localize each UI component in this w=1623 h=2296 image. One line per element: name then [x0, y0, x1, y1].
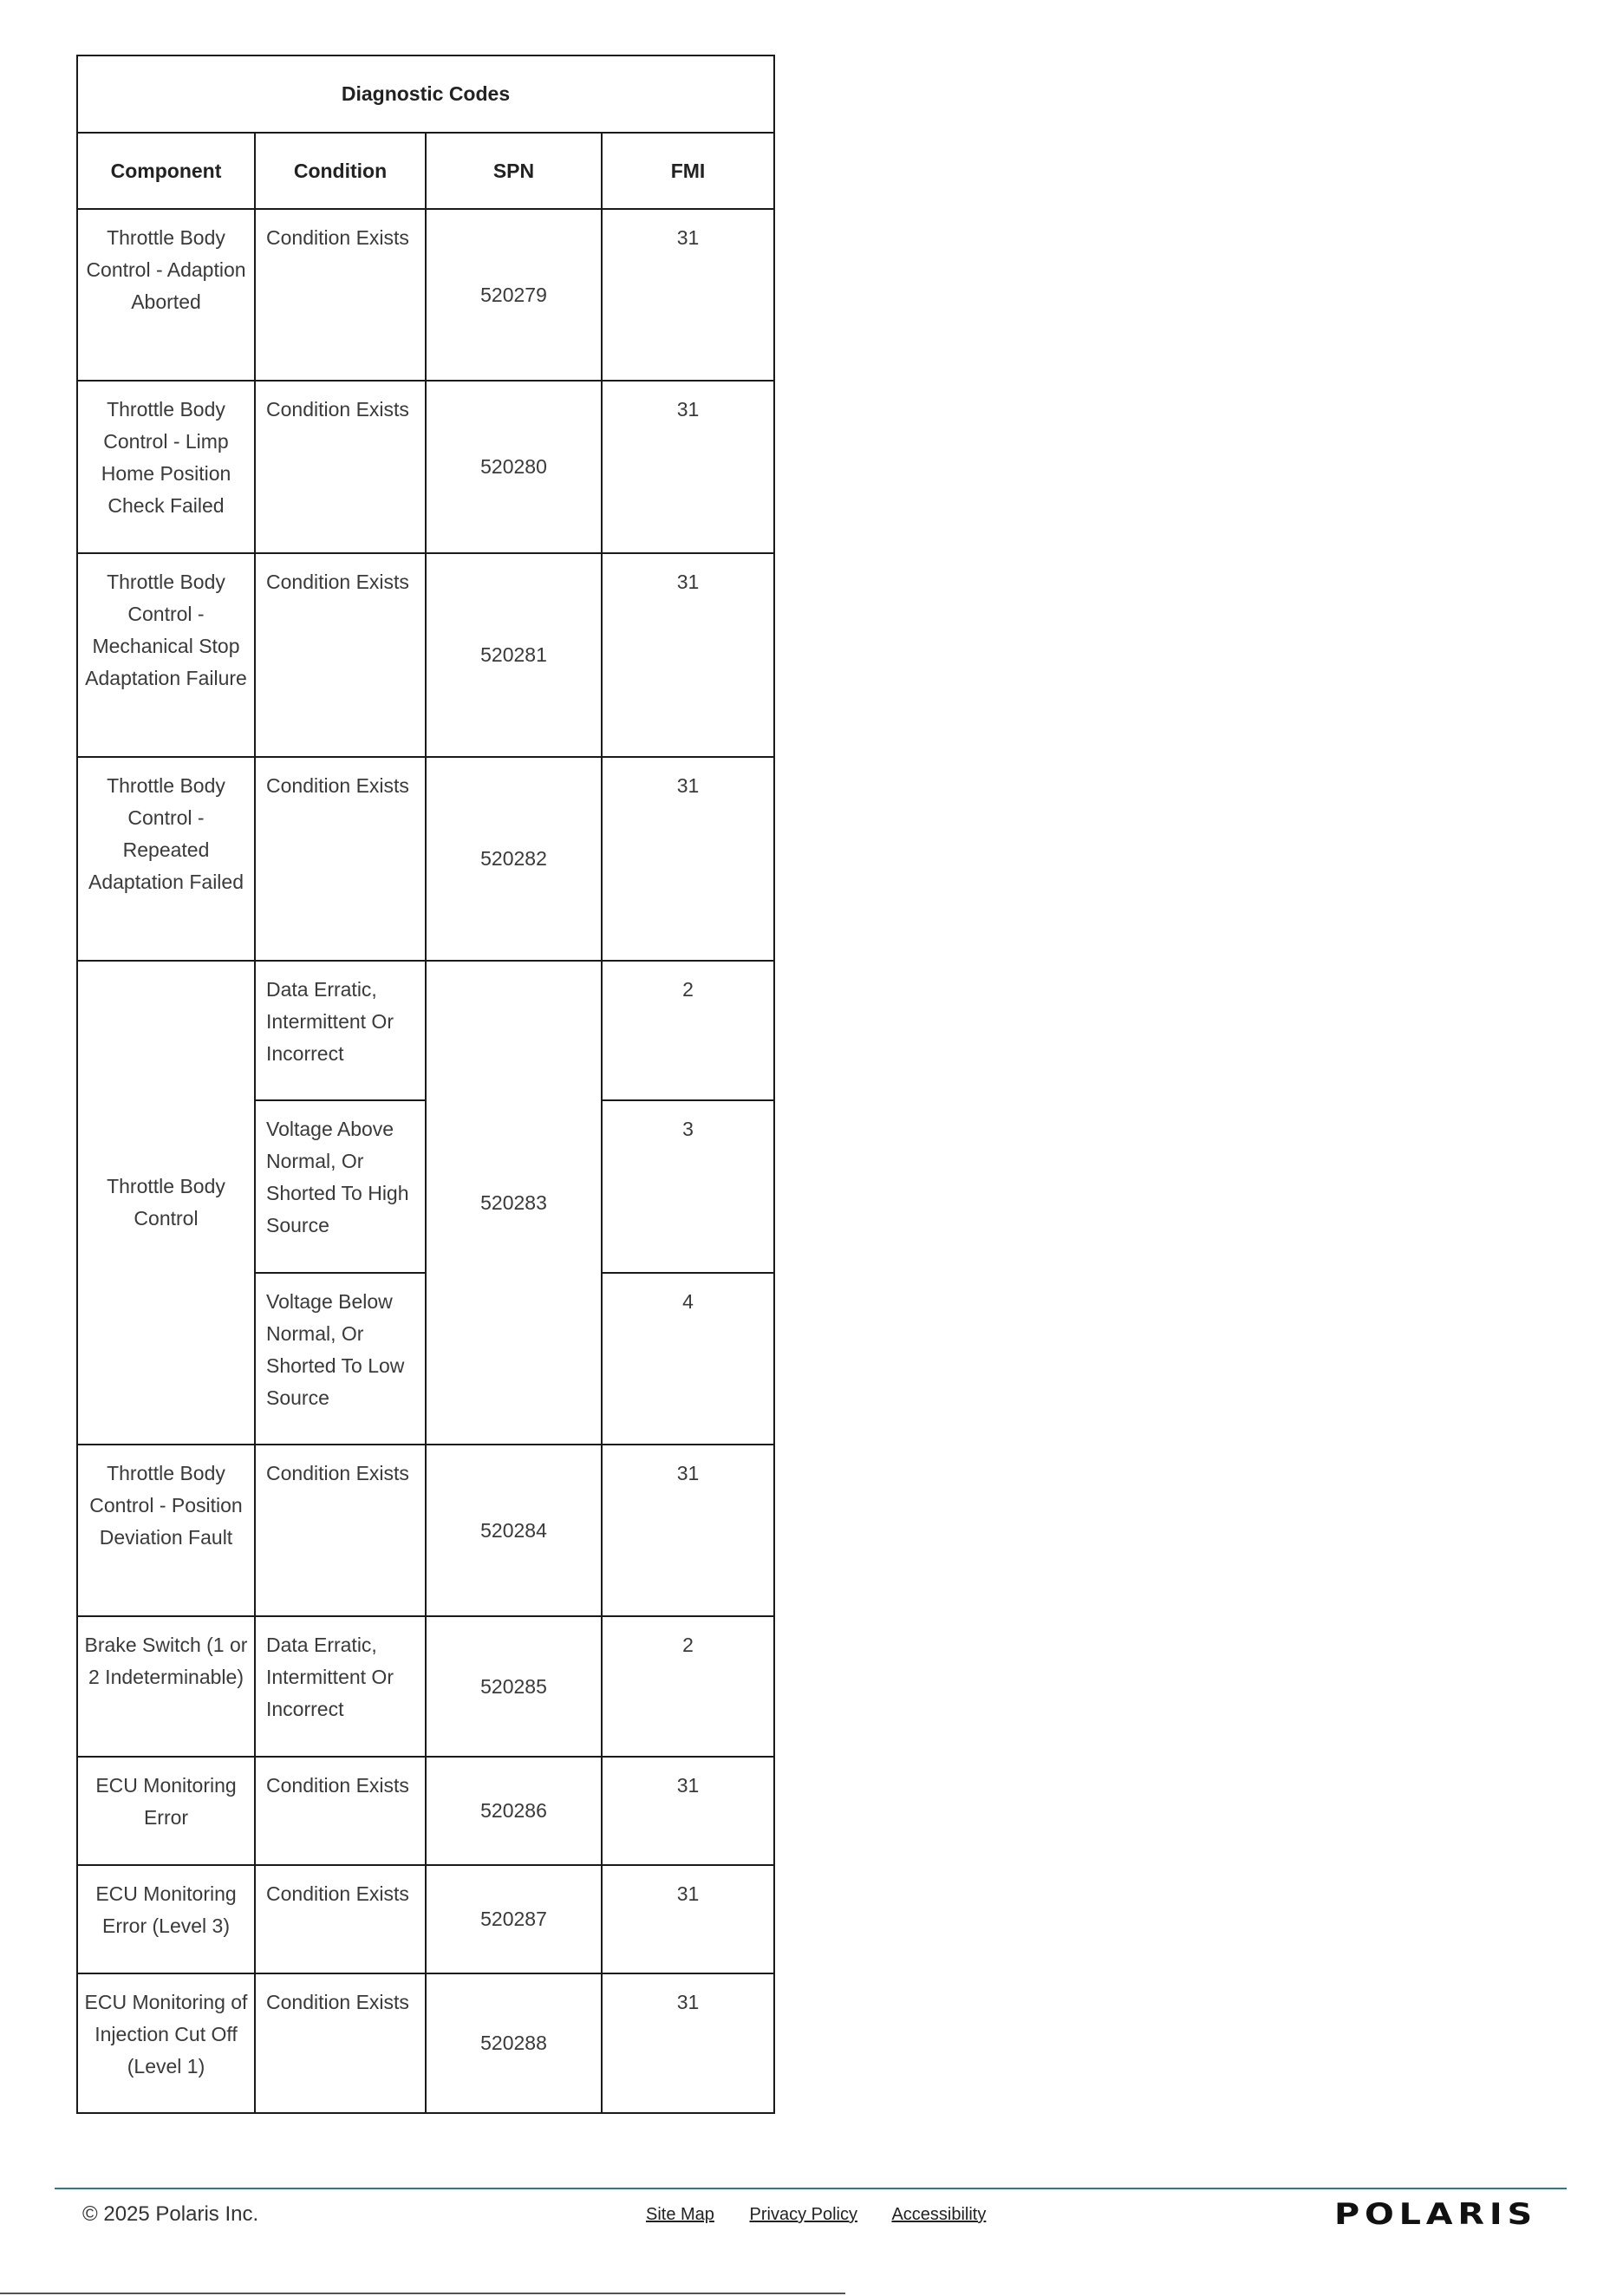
- spn-cell: 520283: [426, 961, 602, 1445]
- fmi-cell: 2: [602, 1616, 774, 1757]
- footer-divider: [55, 2188, 1567, 2189]
- fmi-cell: 31: [602, 1865, 774, 1973]
- header-component: Component: [77, 133, 255, 209]
- spn-cell: 520280: [426, 381, 602, 553]
- condition-cell: Condition Exists: [255, 757, 426, 961]
- table-row: [77, 757, 774, 961]
- table-row: [77, 1616, 774, 1757]
- condition-cell: Condition Exists: [255, 381, 426, 553]
- fmi-cell: 31: [602, 1757, 774, 1865]
- component-cell: ECU Monitoring Error (Level 3): [77, 1865, 255, 1973]
- fmi-cell: 3: [602, 1100, 774, 1273]
- component-cell: Throttle Body Control: [77, 961, 255, 1445]
- table-row: [77, 1757, 774, 1865]
- privacy-policy-link[interactable]: Privacy Policy: [749, 2205, 857, 2224]
- component-cell: Throttle Body Control - Adaption Aborted: [77, 209, 255, 381]
- component-cell: ECU Monitoring Error: [77, 1757, 255, 1865]
- table-row: [77, 553, 774, 757]
- condition-cell: Condition Exists: [255, 1865, 426, 1973]
- polaris-wordmark: POLARIS: [1334, 2197, 1537, 2229]
- condition-cell: Voltage Above Normal, Or Shorted To High Source: [255, 1100, 426, 1273]
- component-cell: Brake Switch (1 or 2 Indeterminable): [77, 1616, 255, 1757]
- polaris-logo[interactable]: [1333, 2196, 1541, 2234]
- fmi-cell: 31: [602, 553, 774, 757]
- spn-cell: 520287: [426, 1865, 602, 1973]
- component-cell: Throttle Body Control - Repeated Adaptation Failed: [77, 757, 255, 961]
- spn-cell: 520285: [426, 1616, 602, 1757]
- diagnostic-codes-table: [76, 55, 775, 2114]
- component-cell: Throttle Body Control - Mechanical Stop Adaptation Failure: [77, 553, 255, 757]
- accessibility-link[interactable]: Accessibility: [891, 2205, 987, 2224]
- condition-cell: Data Erratic, Intermittent Or Incorrect: [255, 1616, 426, 1757]
- spn-cell: 520279: [426, 209, 602, 381]
- fmi-cell: 31: [602, 1973, 774, 2113]
- table-row: [77, 381, 774, 553]
- spn-cell: 520288: [426, 1973, 602, 2113]
- condition-cell: Voltage Below Normal, Or Shorted To Low Source: [255, 1273, 426, 1445]
- condition-cell: Condition Exists: [255, 1973, 426, 2113]
- header-condition: Condition: [255, 133, 426, 209]
- spn-cell: 520281: [426, 553, 602, 757]
- fmi-cell: 4: [602, 1273, 774, 1445]
- table-row: [77, 209, 774, 381]
- table-row: [77, 961, 774, 1100]
- condition-cell: Condition Exists: [255, 553, 426, 757]
- fmi-cell: 31: [602, 209, 774, 381]
- table-row: [77, 1865, 774, 1973]
- condition-cell: Condition Exists: [255, 1445, 426, 1616]
- table-row: [77, 1973, 774, 2113]
- table-title: Diagnostic Codes: [77, 55, 774, 133]
- condition-cell: Data Erratic, Intermittent Or Incorrect: [255, 961, 426, 1100]
- condition-cell: Condition Exists: [255, 209, 426, 381]
- spn-cell: 520286: [426, 1757, 602, 1865]
- component-cell: Throttle Body Control - Position Deviation Fault: [77, 1445, 255, 1616]
- spn-cell: 520282: [426, 757, 602, 961]
- page-bottom-border: [0, 2293, 845, 2294]
- component-cell: Throttle Body Control - Limp Home Position Check Failed: [77, 381, 255, 553]
- site-map-link[interactable]: Site Map: [646, 2205, 714, 2224]
- fmi-cell: 2: [602, 961, 774, 1100]
- header-fmi: FMI: [602, 133, 774, 209]
- fmi-cell: 31: [602, 381, 774, 553]
- header-spn: SPN: [426, 133, 602, 209]
- component-cell: ECU Monitoring of Injection Cut Off (Level 1): [77, 1973, 255, 2113]
- fmi-cell: 31: [602, 757, 774, 961]
- footer-links: [646, 2202, 1016, 2227]
- condition-cell: Condition Exists: [255, 1757, 426, 1865]
- fmi-cell: 31: [602, 1445, 774, 1616]
- spn-cell: 520284: [426, 1445, 602, 1616]
- table-row: [77, 1445, 774, 1616]
- copyright-text: © 2025 Polaris Inc.: [82, 2202, 259, 2226]
